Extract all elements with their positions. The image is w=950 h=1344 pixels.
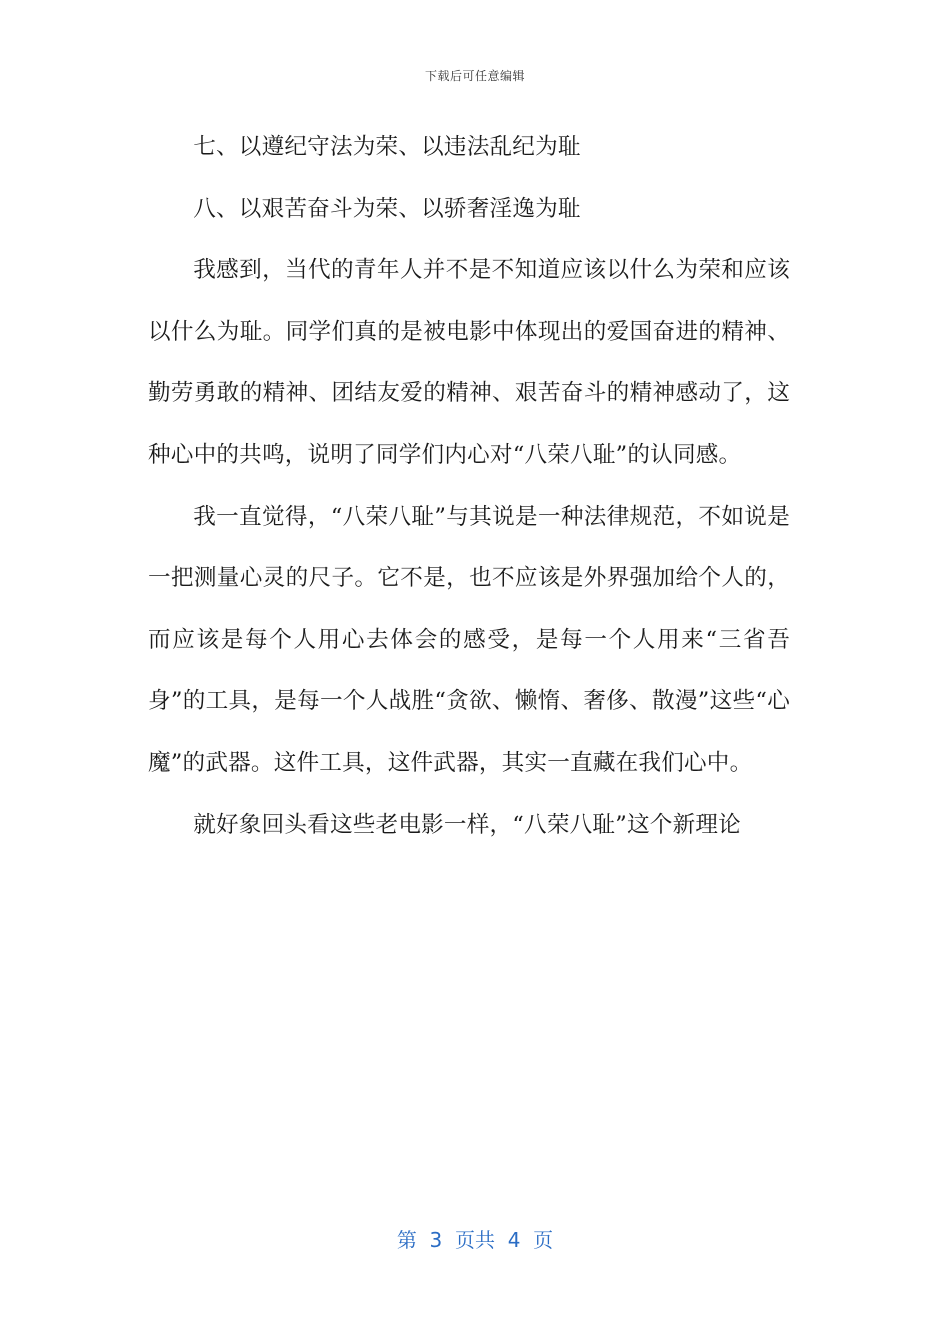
paragraph-item-7: 七、以遵纪守法为荣、以违法乱纪为耻 (193, 134, 581, 160)
paragraph-measure: 我一直觉得，“八荣八耻”与其说是一种法律规范，不如说是一把测量心灵的尺子。它不是，也不应该是外界强加给个人的，而应该是每个人用心去体会的感受，是每一个人用来“三省吾身”的工具，是每一个人战胜“贪欲、懒惰、奢侈、散漫”这些“心魔”的武器。这件工具，这件武器，其实一直藏在我们心中。 (148, 503, 790, 776)
paragraph-continuation: 就好象回头看这些老电影一样，“八荣八耻”这个新理论 (193, 811, 741, 838)
paragraph-item-8: 八、以艰苦奋斗为荣、以骄奢淫逸为耻 (193, 195, 581, 222)
page-number-footer: 第 3 页共 4 页 (396, 1228, 554, 1252)
paragraph-feeling: 我感到，当代的青年人并不是不知道应该以什么为荣和应该以什么为耻。同学们真的是被电影中体现出的爱国奋进的精神、勤劳勇敢的精神、团结友爱的精神、艰苦奋斗的精神感动了，这种心中的共鸣，说明了同学们内心对“八荣八耻”的认同感。 (148, 257, 790, 468)
document-body (148, 117, 790, 856)
header-note: 下载后可任意编辑 (424, 69, 525, 83)
